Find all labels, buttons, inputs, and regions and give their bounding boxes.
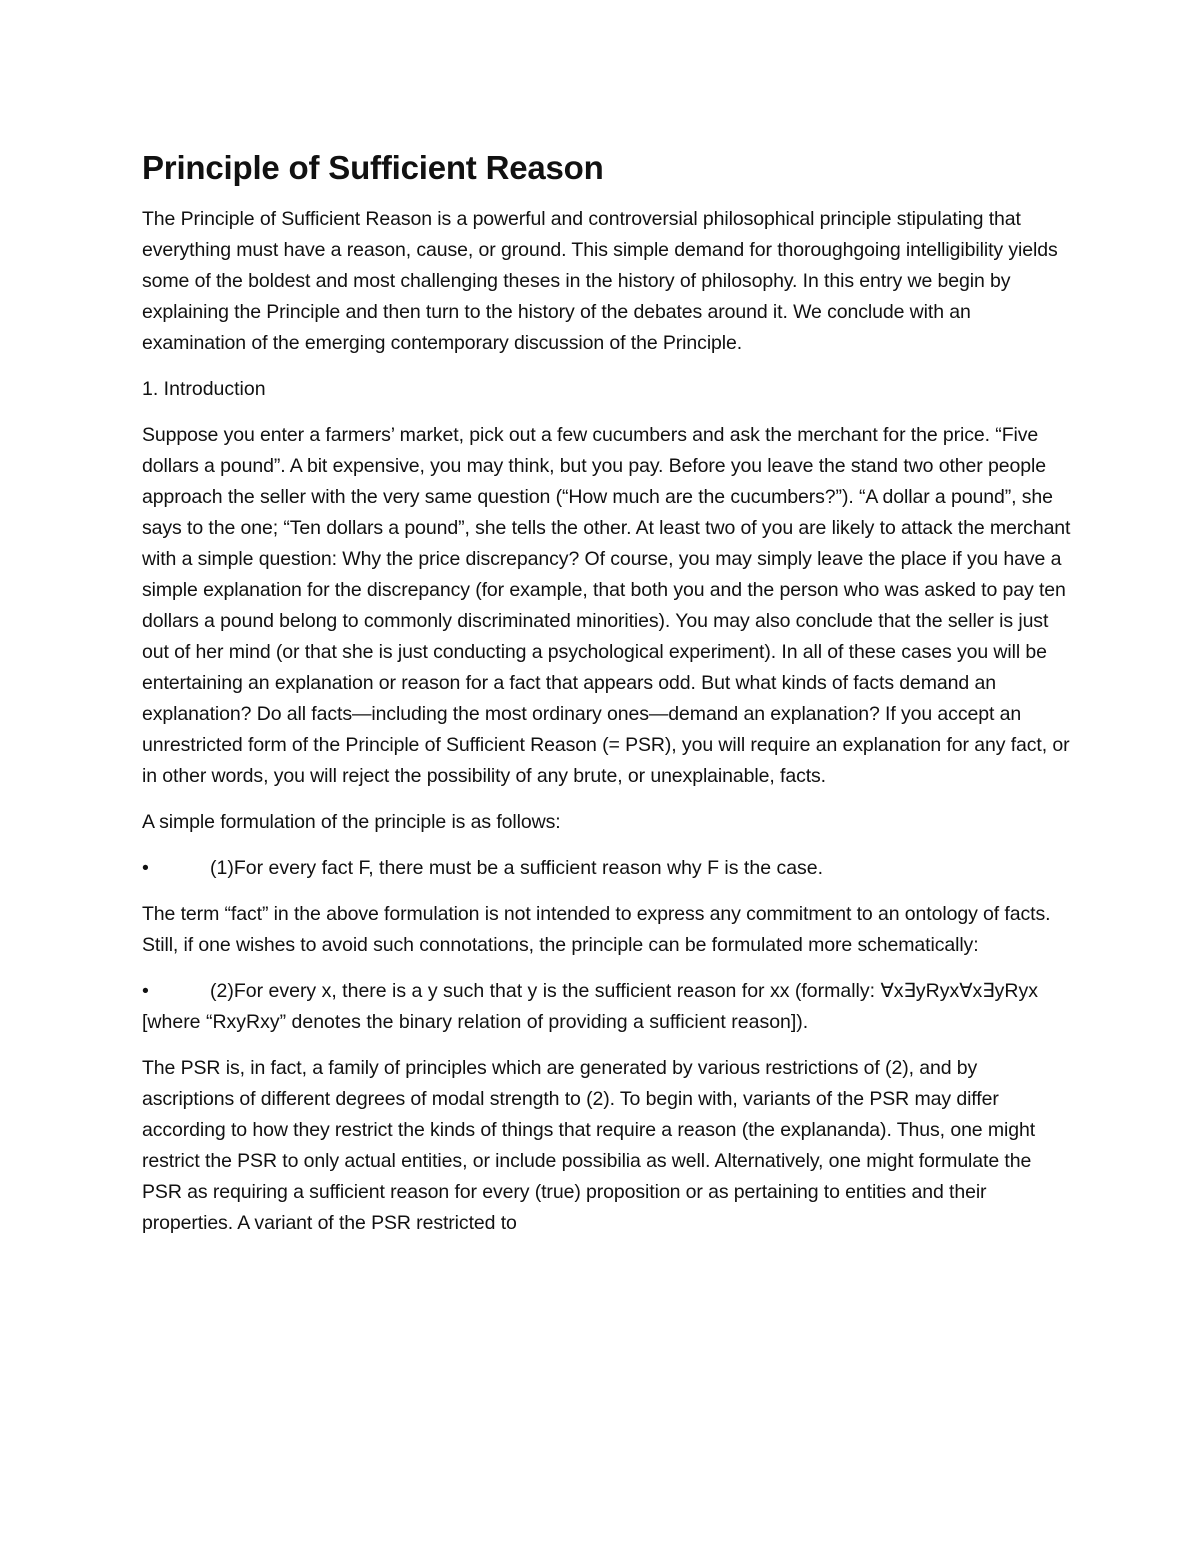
bullet-marker: • [142, 857, 149, 879]
document-title: Principle of Sufficient Reason [142, 149, 604, 186]
bullet-text-1: (1)For every fact F, there must be a sufficient reason why F is the case. [210, 857, 824, 879]
bullet-item-1 [142, 853, 1072, 884]
psr-paragraph: The PSR is, in fact, a family of principles which are generated by various restrictions of (2), and by ascriptions of different degrees of modal strength to (2). To begin with, variants of the PSR may differ according to how they restrict the kinds of things that require a reason (the explananda). Thus, one might restrict the PSR to only actual entities, or include possibilia as well. Alternatively, one might formulate the PSR as requiring a sufficient reason for every (true) proposition or as pertaining to entities and their properties. A variant of the PSR restricted to [142, 1057, 1036, 1234]
bullet-item-2 [142, 976, 1072, 1038]
section-heading-introduction: 1. Introduction [142, 378, 266, 400]
abstract-paragraph: The Principle of Sufficient Reason is a powerful and controversial philosophical principle stipulating that everything must have a reason, cause, or ground. This simple demand for thoroughgoing intelligibility yields some of the boldest and most challenging theses in the history of philosophy. In this entry we begin by explaining the Principle and then turn to the history of the debates around it. We conclude with an examination of the emerging contemporary discussion of the Principle. [142, 208, 1058, 354]
intro-paragraph: Suppose you enter a farmers’ market, pick out a few cucumbers and ask the merchant for the price. “Five dollars a pound”. A bit expensive, you may think, but you pay. Before you leave the stand two other people approach the seller with the very same question (“How much are the cucumbers?”). “A dollar a pound”, she says to the one; “Ten dollars a pound”, she tells the other. At least two of you are likely to attack the merchant with a simple question: Why the price discrepancy? Of course, you may simply leave the place if you have a simple explanation for the discrepancy (for example, that both you and the person who was asked to pay ten dollars a pound belong to commonly discriminated minorities). You may also conclude that the seller is just out of her mind (or that she is just conducting a psychological experiment). In all of these cases you will be entertaining an explanation or reason for a fact that appears odd. But what kinds of facts demand an explanation? Do all facts—including the most ordinary ones—demand an explanation? If you accept an unrestricted form of the Principle of Sufficient Reason (= PSR), you will require an explanation for any fact, or in other words, you will reject the possibility of any brute, or unexplainable, facts. [142, 424, 1071, 787]
bullet-marker: • [142, 980, 149, 1002]
document-page [142, 146, 1072, 1254]
bullet-text-2: (2)For every x, there is a y such that y is the sufficient reason for xx (formally: ∀x∃yRyx∀x∃yRyx [where “RxyRxy” denotes the binary relation of providing a sufficient reason]). [142, 980, 1038, 1033]
formulation-intro-paragraph: A simple formulation of the principle is as follows: [142, 811, 561, 833]
fact-paragraph: The term “fact” in the above formulation is not intended to express any commitment to an ontology of facts. Still, if one wishes to avoid such connotations, the principle can be formulated more schematically: [142, 903, 1051, 956]
